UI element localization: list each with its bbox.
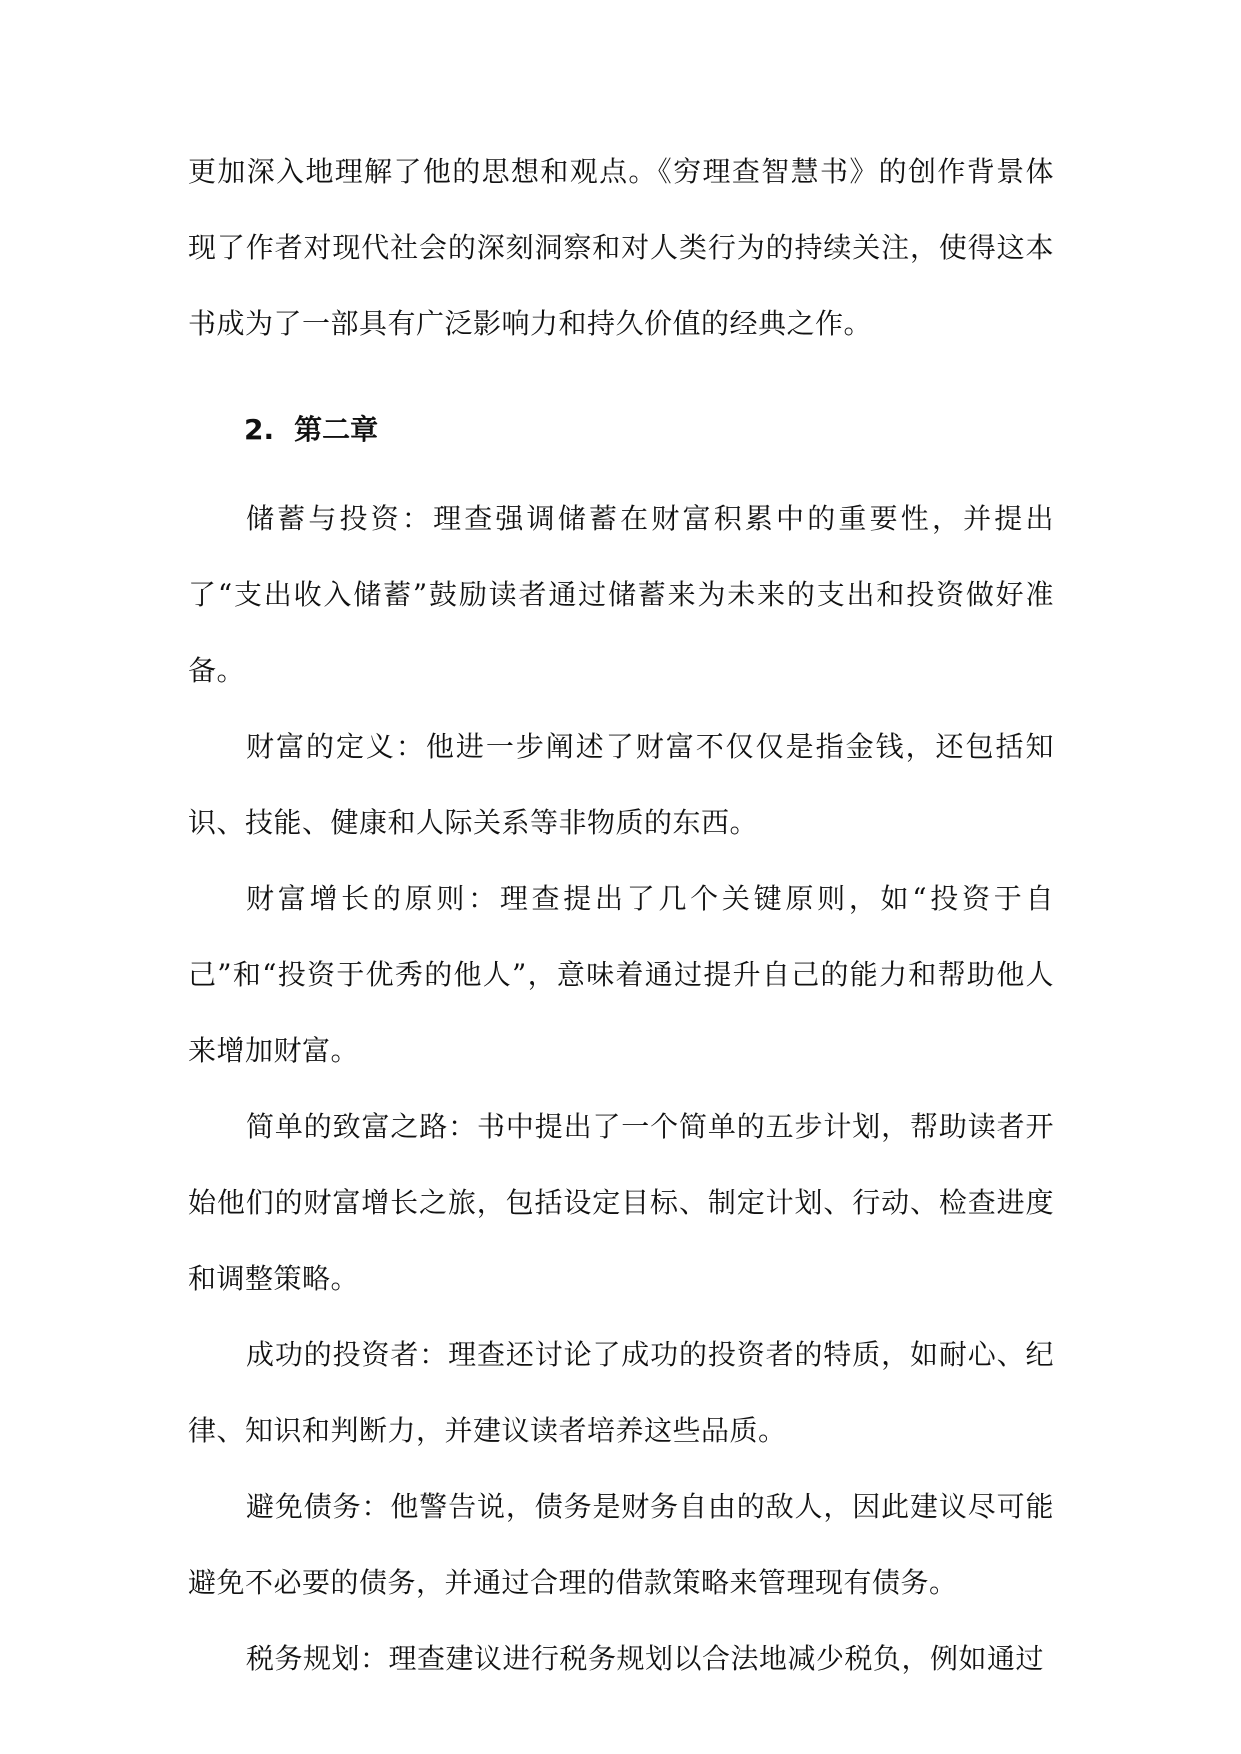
paragraph-successful-investor: 成功的投资者：理查还讨论了成功的投资者的特质，如耐心、纪律、知识和判断力，并建议读者培养这些品质。: [188, 1338, 1054, 1447]
paragraph-tax-planning: 税务规划：理查建议进行税务规划以合法地减少税负，例如通过: [246, 1642, 1045, 1675]
section-heading: [244, 404, 378, 456]
section-title: 第二章: [294, 413, 379, 446]
paragraph-wealth-growth: 财富增长的原则：理查提出了几个关键原则，如“投资于自己”和“投资于优秀的他人”，意味着通过提升自己的能力和帮助他人来增加财富。: [188, 882, 1054, 1067]
paragraph-wealth-definition: 财富的定义：他进一步阐述了财富不仅仅是指金钱，还包括知识、技能、健康和人际关系等非物质的东西。: [188, 730, 1054, 839]
paragraph-savings-investment: 储蓄与投资：理查强调储蓄在财富积累中的重要性，并提出了“支出收入储蓄”鼓励读者通过储蓄来为未来的支出和投资做好准备。: [188, 502, 1054, 687]
paragraph-avoid-debt: 避免债务：他警告说，债务是财务自由的敌人，因此建议尽可能避免不必要的债务，并通过合理的借款策略来管理现有债务。: [188, 1490, 1054, 1599]
section-body: [188, 481, 1054, 1697]
paragraph-simple-path: 简单的致富之路：书中提出了一个简单的五步计划，帮助读者开始他们的财富增长之旅，包括设定目标、制定计划、行动、检查进度和调整策略。: [188, 1110, 1054, 1295]
continuation-paragraph: 更加深入地理解了他的思想和观点。《穷理查智慧书》的创作背景体现了作者对现代社会的深刻洞察和对人类行为的持续关注，使得这本书成为了一部具有广泛影响力和持久价值的经典之作。: [188, 155, 1054, 340]
section-number: 2.: [244, 413, 275, 446]
